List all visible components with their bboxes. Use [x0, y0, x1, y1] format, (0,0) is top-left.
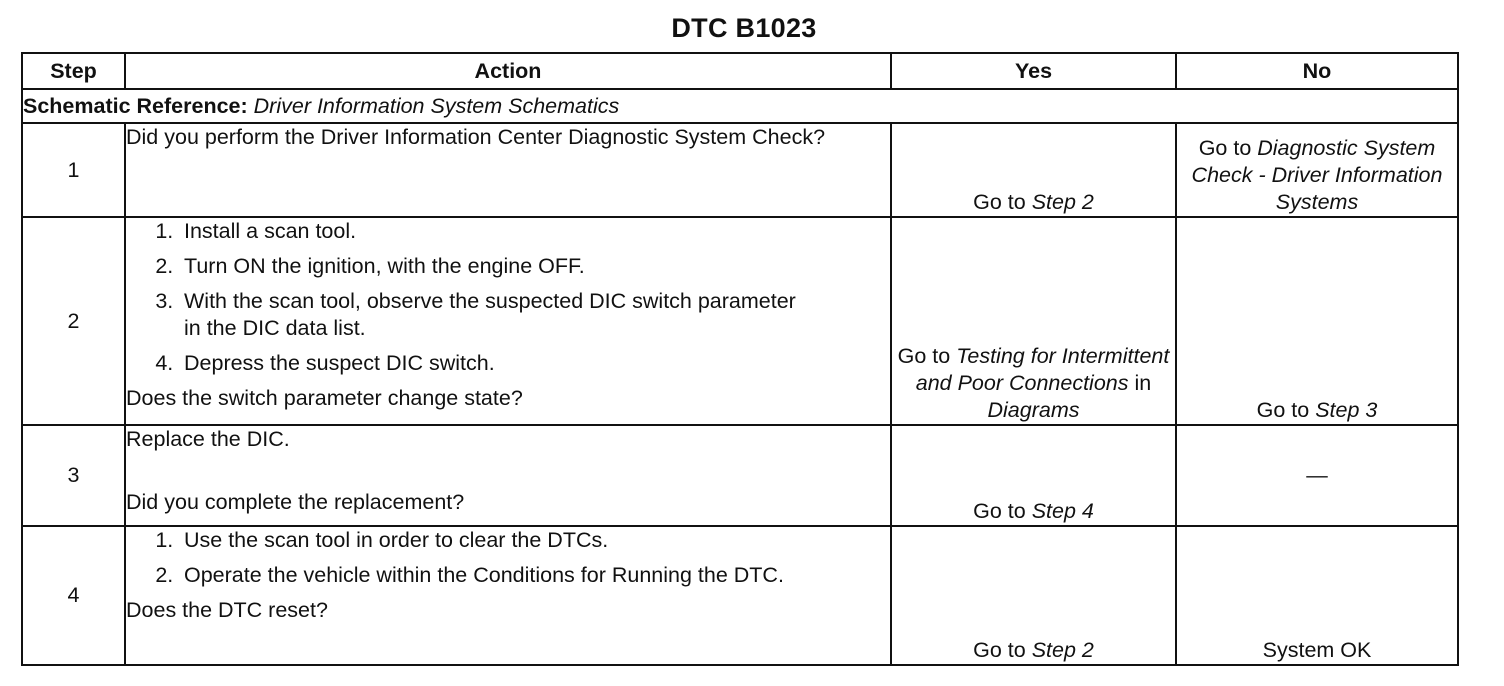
- no-cell: [1176, 425, 1458, 526]
- list-item: 4. Depress the suspect DIC switch.: [155, 351, 495, 375]
- table-row: [22, 217, 1458, 425]
- header-step: Step: [22, 53, 125, 89]
- no-value: —: [1306, 463, 1328, 487]
- list-item: 2. Turn ON the ignition, with the engine OFF.: [155, 254, 585, 278]
- no-value: System OK: [1262, 638, 1372, 662]
- no-cell: Go to Step 3: [1176, 217, 1458, 425]
- yes-link: Step 4: [1031, 499, 1094, 523]
- action-text: Replace the DIC.: [126, 427, 290, 451]
- header-row: [22, 53, 1458, 89]
- list-item: 2. Operate the vehicle within the Conditions for Running the DTC.: [155, 563, 784, 587]
- yes-link: Step 2: [1031, 190, 1094, 214]
- list-item: 3. With the scan tool, observe the suspected DIC switch parameter in the DIC data list.: [155, 289, 796, 340]
- list-item: 1. Install a scan tool.: [155, 219, 357, 243]
- yes-link: Testing for Intermittent and Poor Connections: [915, 344, 1170, 395]
- schematic-reference-label: Schematic Reference:: [23, 93, 248, 118]
- step-action: [125, 425, 891, 526]
- step-question: Does the DTC reset?: [126, 598, 328, 622]
- step-number: 2: [22, 217, 125, 425]
- yes-cell: Go to Step 2: [891, 123, 1176, 217]
- schematic-reference: [22, 89, 1458, 123]
- yes-cell: Go to Testing for Intermittent and Poor Connections in Diagrams: [891, 217, 1176, 425]
- header-yes: Yes: [891, 53, 1176, 89]
- header-no: No: [1176, 53, 1458, 89]
- table-row: [22, 425, 1458, 526]
- substep-list: [126, 218, 890, 377]
- table-row: [22, 526, 1458, 665]
- no-link: Diagnostic System Check - Driver Information Systems: [1191, 136, 1443, 214]
- yes-cell: Go to Step 4: [891, 425, 1176, 526]
- dtc-table: [21, 52, 1459, 666]
- yes-link-2: Diagrams: [987, 398, 1080, 422]
- no-link: Step 3: [1315, 398, 1378, 422]
- step-action: [125, 526, 891, 665]
- yes-cell: Go to Step 2: [891, 526, 1176, 665]
- header-action: Action: [125, 53, 891, 89]
- action-text: Did you perform the Driver Information Center Diagnostic System Check?: [126, 125, 826, 149]
- step-question: Did you complete the replacement?: [126, 490, 465, 514]
- yes-link: Step 2: [1031, 638, 1094, 662]
- table-row: [22, 123, 1458, 217]
- step-number: 4: [22, 526, 125, 665]
- no-cell: [1176, 526, 1458, 665]
- page-title: DTC B1023: [671, 13, 817, 43]
- step-action: [125, 217, 891, 425]
- list-item: 1. Use the scan tool in order to clear the DTCs.: [155, 528, 609, 552]
- step-action: [125, 123, 891, 217]
- substep-list: [126, 527, 890, 589]
- schematic-reference-link: Driver Information System Schematics: [253, 93, 620, 118]
- step-question: Does the switch parameter change state?: [126, 386, 523, 410]
- step-number: 1: [22, 123, 125, 217]
- step-number: 3: [22, 425, 125, 526]
- no-cell: Go to Diagnostic System Check - Driver Information Systems: [1176, 123, 1458, 217]
- schematic-reference-row: [22, 89, 1458, 123]
